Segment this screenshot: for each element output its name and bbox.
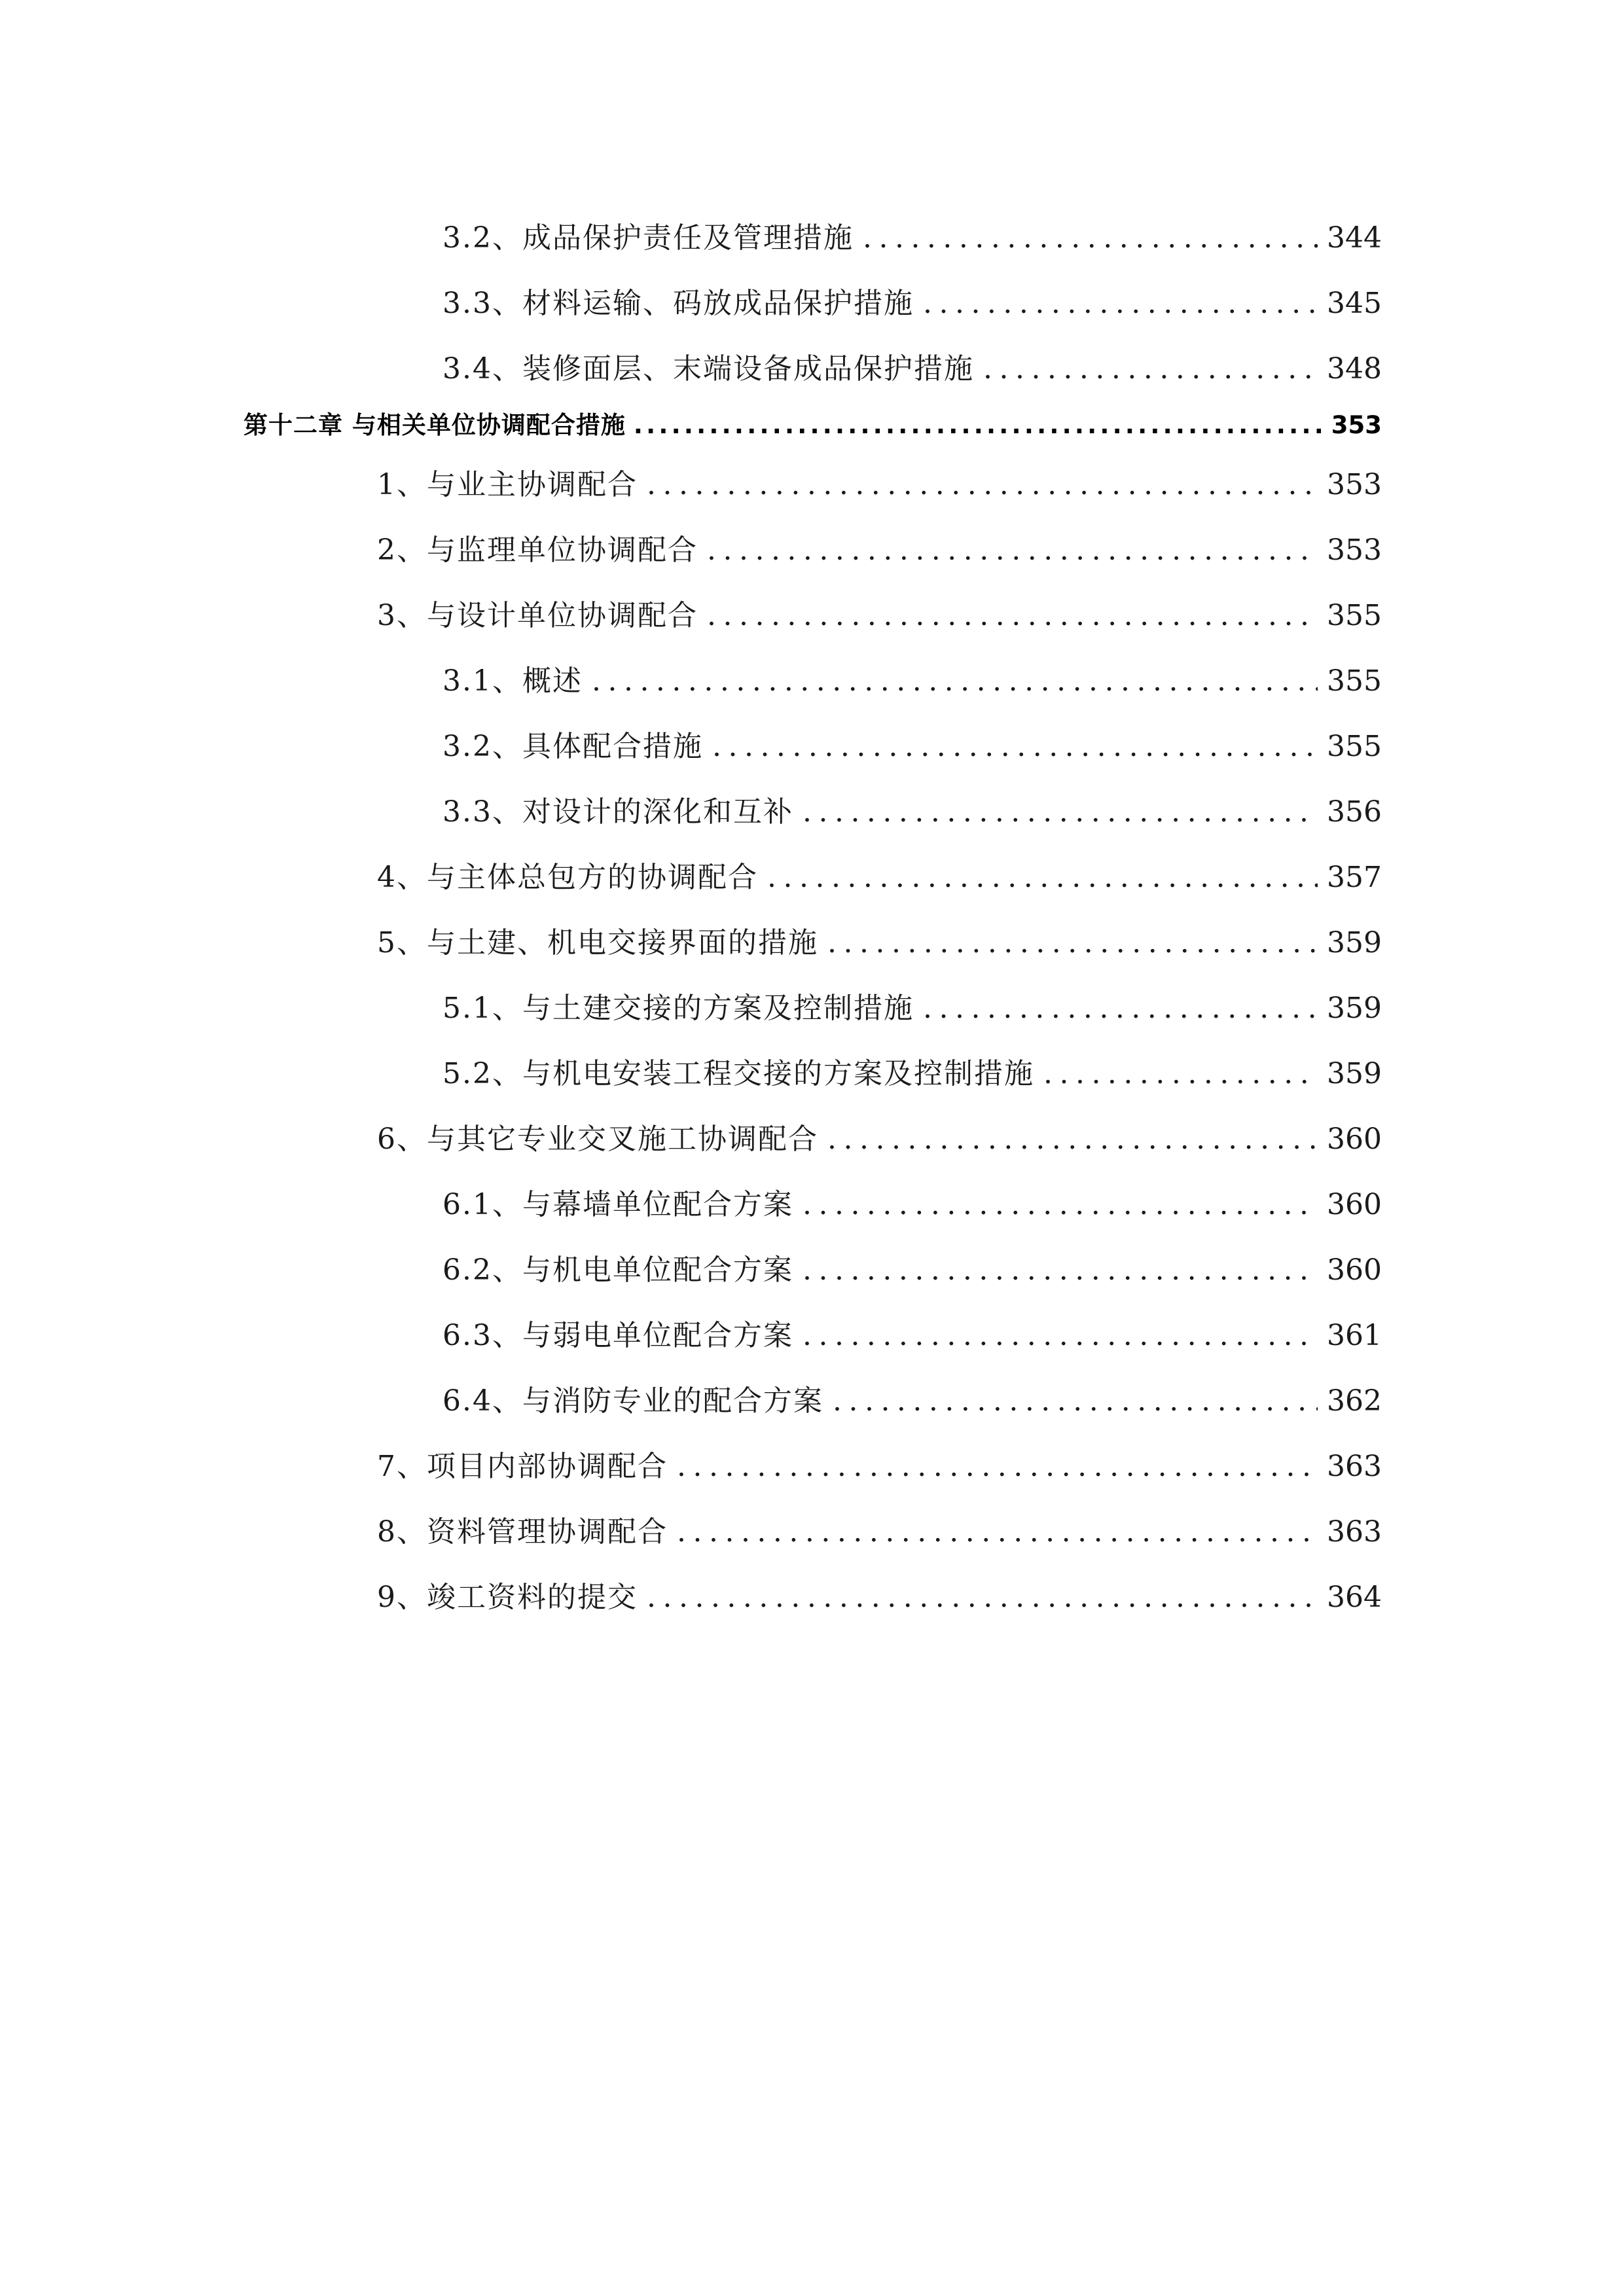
toc-dot-leader bbox=[767, 858, 1318, 897]
toc-dot-leader bbox=[803, 1251, 1318, 1290]
toc-entry-page: 360 bbox=[1327, 1188, 1382, 1221]
toc-entry[interactable] bbox=[377, 1120, 1382, 1159]
toc-entry[interactable] bbox=[442, 284, 1382, 323]
toc-entry-title: 6.2、与机电单位配合方案 bbox=[442, 1253, 793, 1287]
toc-entry-page: 363 bbox=[1327, 1450, 1382, 1483]
toc-entry-page: 363 bbox=[1327, 1515, 1382, 1549]
toc-chapter-entry[interactable] bbox=[244, 409, 1382, 442]
toc-entry-page: 356 bbox=[1327, 795, 1382, 829]
toc-entry-page: 359 bbox=[1327, 992, 1382, 1025]
toc-entry-page: 355 bbox=[1327, 730, 1382, 763]
toc-entry-title: 4、与主体总包方的协调配合 bbox=[377, 861, 758, 894]
toc-entry[interactable] bbox=[377, 1513, 1382, 1552]
toc-entry[interactable] bbox=[442, 727, 1382, 766]
toc-entry[interactable] bbox=[442, 1054, 1382, 1094]
toc-entry[interactable] bbox=[442, 793, 1382, 832]
toc-entry-title: 5、与土建、机电交接界面的措施 bbox=[377, 926, 818, 960]
toc-entry-page: 364 bbox=[1327, 1581, 1382, 1614]
toc-entry-title: 7、项目内部协调配合 bbox=[377, 1450, 668, 1483]
toc-dot-leader bbox=[707, 531, 1318, 570]
toc-entry-title: 3.3、对设计的深化和互补 bbox=[442, 795, 793, 829]
toc-entry[interactable] bbox=[377, 531, 1382, 570]
toc-chapter-title: 第十二章 与相关单位协调配合措施 bbox=[244, 411, 626, 439]
toc-entry-page: 348 bbox=[1327, 352, 1382, 386]
toc-entry[interactable] bbox=[377, 1578, 1382, 1617]
toc-dot-leader bbox=[677, 1513, 1318, 1552]
toc-dot-leader bbox=[863, 219, 1318, 258]
toc-entry[interactable] bbox=[442, 1185, 1382, 1225]
toc-entry[interactable] bbox=[377, 1447, 1382, 1486]
toc-entry[interactable] bbox=[442, 350, 1382, 389]
toc-entry-title: 3、与设计单位协调配合 bbox=[377, 599, 698, 632]
toc-dot-leader bbox=[634, 409, 1324, 442]
toc-entry-title: 5.1、与土建交接的方案及控制措施 bbox=[442, 992, 914, 1025]
toc-entry[interactable] bbox=[442, 1251, 1382, 1290]
toc-entry-title: 1、与业主协调配合 bbox=[377, 468, 638, 501]
toc-entry-page: 353 bbox=[1327, 468, 1382, 501]
toc-dot-leader bbox=[1043, 1054, 1318, 1094]
toc-entry-title: 6、与其它专业交叉施工协调配合 bbox=[377, 1122, 818, 1156]
toc-entry-title: 3.2、成品保护责任及管理措施 bbox=[442, 221, 854, 255]
toc-entry-page: 359 bbox=[1327, 926, 1382, 960]
toc-entry[interactable] bbox=[442, 662, 1382, 701]
toc-entry[interactable] bbox=[442, 1316, 1382, 1355]
toc-entry-page: 353 bbox=[1327, 533, 1382, 567]
toc-entry-title: 3.2、具体配合措施 bbox=[442, 730, 703, 763]
toc-entry-page: 361 bbox=[1327, 1319, 1382, 1352]
toc-dot-leader bbox=[707, 596, 1318, 636]
toc-entry-page: 345 bbox=[1327, 287, 1382, 320]
toc-dot-leader bbox=[592, 662, 1318, 701]
toc-dot-leader bbox=[833, 1382, 1318, 1421]
toc-entry-page: 359 bbox=[1327, 1057, 1382, 1090]
toc-dot-leader bbox=[923, 989, 1318, 1028]
toc-entry-page: 355 bbox=[1327, 599, 1382, 632]
toc-entry[interactable] bbox=[442, 989, 1382, 1028]
toc-entry-title: 6.3、与弱电单位配合方案 bbox=[442, 1319, 793, 1352]
toc-dot-leader bbox=[803, 793, 1318, 832]
toc-entry-title: 8、资料管理协调配合 bbox=[377, 1515, 668, 1549]
toc-dot-leader bbox=[647, 465, 1318, 505]
toc-entry[interactable] bbox=[377, 465, 1382, 505]
toc-entry-title: 3.4、装修面层、末端设备成品保护措施 bbox=[442, 352, 974, 386]
toc-entry-page: 357 bbox=[1327, 861, 1382, 894]
toc-entry-page: 344 bbox=[1327, 221, 1382, 255]
toc-entry[interactable] bbox=[442, 1382, 1382, 1421]
toc-dot-leader bbox=[712, 727, 1318, 766]
toc-dot-leader bbox=[827, 1120, 1318, 1159]
toc-dot-leader bbox=[803, 1316, 1318, 1355]
toc-dot-leader bbox=[827, 924, 1318, 963]
toc-entry-title: 3.3、材料运输、码放成品保护措施 bbox=[442, 287, 914, 320]
toc-dot-leader bbox=[803, 1185, 1318, 1225]
toc-entry-title: 6.4、与消防专业的配合方案 bbox=[442, 1384, 823, 1418]
toc-entry-title: 3.1、概述 bbox=[442, 664, 583, 698]
toc-chapter-page: 353 bbox=[1331, 411, 1382, 439]
toc-entry[interactable] bbox=[442, 219, 1382, 258]
toc-dot-leader bbox=[983, 350, 1318, 389]
toc-entry[interactable] bbox=[377, 924, 1382, 963]
toc-dot-leader bbox=[647, 1578, 1318, 1617]
toc-entry-title: 5.2、与机电安装工程交接的方案及控制措施 bbox=[442, 1057, 1034, 1090]
toc-entry-page: 360 bbox=[1327, 1253, 1382, 1287]
toc-entry-page: 362 bbox=[1327, 1384, 1382, 1418]
toc-entry-title: 6.1、与幕墙单位配合方案 bbox=[442, 1188, 793, 1221]
toc-entry-title: 2、与监理单位协调配合 bbox=[377, 533, 698, 567]
toc-entry-title: 9、竣工资料的提交 bbox=[377, 1581, 638, 1614]
toc-dot-leader bbox=[677, 1447, 1318, 1486]
toc-entry[interactable] bbox=[377, 858, 1382, 897]
toc-entry-page: 355 bbox=[1327, 664, 1382, 698]
toc-entry-page: 360 bbox=[1327, 1122, 1382, 1156]
toc-dot-leader bbox=[923, 284, 1318, 323]
toc-entry[interactable] bbox=[377, 596, 1382, 636]
